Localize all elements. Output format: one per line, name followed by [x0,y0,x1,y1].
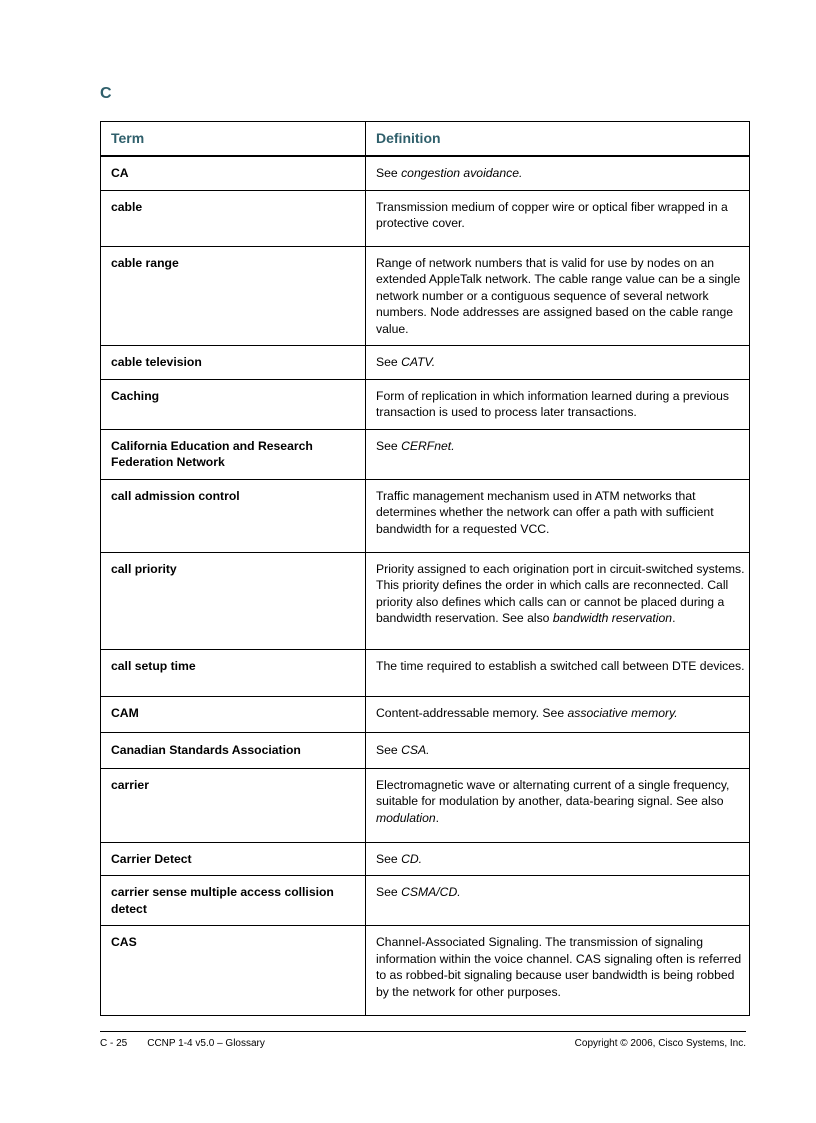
cross-reference: CSA. [401,742,430,757]
page-footer [100,1038,746,1049]
definition-cell: Priority assigned to each origination port in circuit-switched systems. This priority defines the order in which calls are reconnected. Call priority also defines which calls can or cannot be placed during a bandwidth reservation. See also bandwidth reservation. [366,552,750,649]
term-cell: Carrier Detect [101,842,366,876]
term-cell: call priority [101,552,366,649]
footer-left [100,1038,265,1049]
table-row [101,246,750,346]
table-row [101,768,750,842]
definition-cell: Transmission medium of copper wire or optical fiber wrapped in a protective cover. [366,190,750,246]
definition-cell: Electromagnetic wave or alternating current of a single frequency, suitable for modulation by another, data-bearing signal. See also modulation. [366,768,750,842]
cross-reference: congestion avoidance. [401,166,523,180]
definition-cell: Range of network numbers that is valid for use by nodes on an extended AppleTalk network. The cable range value can be a single network number or a contiguous sequence of several network numbers. Node addresses are assigned based on the cable range value. [366,246,750,346]
term-cell: Canadian Standards Association [101,732,366,768]
term-cell: cable range [101,246,366,346]
term-cell: carrier sense multiple access collision detect [101,876,366,926]
term-cell: call admission control [101,479,366,552]
table-row [101,876,750,926]
table-row [101,732,750,768]
cross-reference: CD. [401,851,423,866]
term-cell: carrier [101,768,366,842]
cross-reference: CSMA/CD. [401,885,461,899]
footer-divider [100,1031,746,1032]
definition-cell: See congestion avoidance. [366,156,750,190]
term-column-header: Term [101,122,366,157]
table-row [101,552,750,649]
table-row [101,379,750,429]
cross-reference: bandwidth reservation [552,611,673,625]
table-row [101,346,750,380]
table-row [101,926,750,1016]
cross-reference: modulation [376,810,436,825]
cross-reference: associative memory. [567,705,678,720]
definition-cell: Content-addressable memory. See associative memory. [366,696,750,732]
page-number: C - 25 [100,1038,128,1049]
cross-reference: CATV. [401,355,436,369]
cross-reference: CERFnet. [401,438,455,453]
table-row [101,696,750,732]
table-row [101,190,750,246]
term-cell: CAS [101,926,366,1016]
term-cell: call setup time [101,649,366,696]
definition-cell: See CATV. [366,346,750,380]
term-cell: CAM [101,696,366,732]
definition-cell: See CERFnet. [366,429,750,479]
term-cell: CA [101,156,366,190]
table-header-row [101,122,750,157]
document-title: CCNP 1-4 v5.0 – Glossary [147,1038,265,1049]
table-row [101,429,750,479]
table-row [101,649,750,696]
definition-cell: Traffic management mechanism used in ATM networks that determines whether the network can offer a path with sufficient bandwidth for a requested VCC. [366,479,750,552]
definition-cell: See CD. [366,842,750,876]
term-cell: Caching [101,379,366,429]
term-cell: cable [101,190,366,246]
term-cell: cable television [101,346,366,380]
definition-cell: Form of replication in which information learned during a previous transaction is used to process later transactions. [366,379,750,429]
definition-cell: See CSMA/CD. [366,876,750,926]
copyright-notice: Copyright © 2006, Cisco Systems, Inc. [574,1038,746,1049]
definition-cell: Channel-Associated Signaling. The transmission of signaling information within the voice channel. CAS signaling often is referred to as robbed-bit signaling because user bandwidth is being robbed by the network for other purposes. [366,926,750,1016]
definition-cell: The time required to establish a switched call between DTE devices. [366,649,750,696]
glossary-table [100,121,750,1016]
table-row [101,156,750,190]
definition-cell: See CSA. [366,732,750,768]
table-row [101,842,750,876]
term-cell: California Education and Research Federation Network [101,429,366,479]
table-row [101,479,750,552]
section-letter: C [100,85,112,102]
definition-column-header: Definition [366,122,750,157]
